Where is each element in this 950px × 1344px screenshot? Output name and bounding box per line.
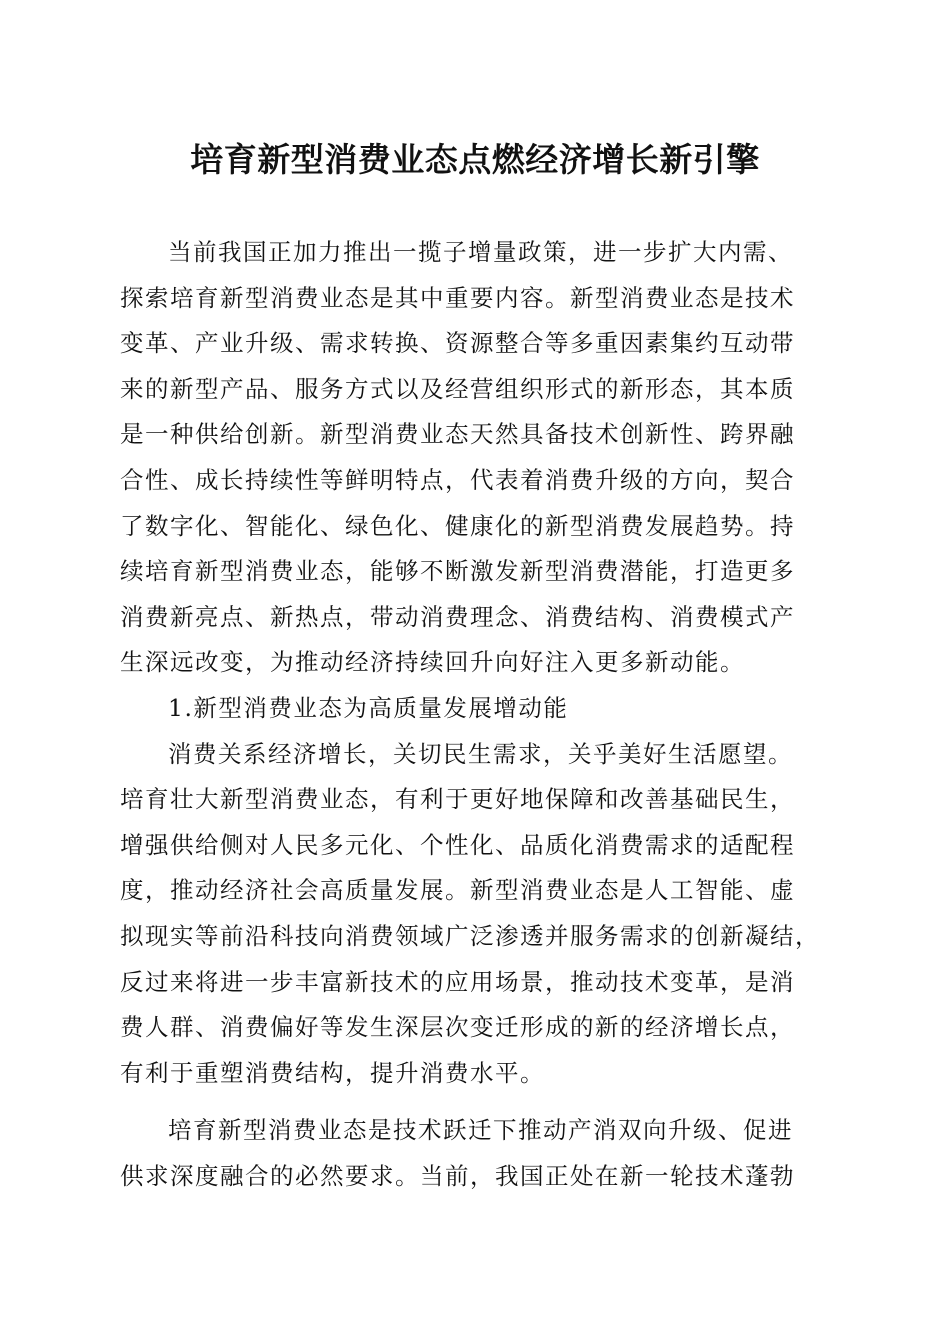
paragraph-consumption [120, 732, 830, 1097]
paragraph-line: 供求深度融合的必然要求。当前，我国正处在新一轮技术蓬勃 [120, 1161, 795, 1190]
paragraph-line: 当前我国正加力推出一揽子增量政策，进一步扩大内需、 [168, 238, 793, 266]
document-body [120, 230, 830, 1199]
paragraph-line: 来的新型产品、服务方式以及经营组织形式的新形态，其本质 [120, 374, 795, 403]
paragraph-line: 增强供给侧对人民多元化、个性化、品质化消费需求的适配程 [120, 830, 795, 859]
paragraph-line: 有利于重塑消费结构，提升消费水平。 [120, 1058, 545, 1087]
paragraph-line: 费人群、消费偏好等发生深层次变迁形成的新的经济增长点， [120, 1013, 795, 1042]
paragraph-line: 度，推动经济社会高质量发展。新型消费业态是人工智能、虚 [120, 876, 795, 905]
paragraph-line: 反过来将进一步丰富新技术的应用场景，推动技术变革，是消 [120, 967, 795, 996]
paragraph-intro [120, 230, 830, 686]
paragraph-line: 探索培育新型消费业态是其中重要内容。新型消费业态是技术 [120, 283, 795, 312]
paragraph-line: 消费新亮点、新热点，带动消费理念、消费结构、消费模式产 [120, 602, 795, 631]
paragraph-line: 消费关系经济增长，关切民生需求，关乎美好生活愿望。 [168, 739, 793, 768]
paragraph-gap [120, 1096, 830, 1108]
paragraph-line: 培育壮大新型消费业态，有利于更好地保障和改善基础民生， [120, 785, 795, 814]
paragraph-line: 续培育新型消费业态，能够不断激发新型消费潜能，打造更多 [120, 557, 795, 586]
paragraph-line: 了数字化、智能化、绿色化、健康化的新型消费发展趋势。持 [120, 511, 795, 540]
document-title: 培育新型消费业态点燃经济增长新引擎 [190, 140, 760, 179]
paragraph-line: 合性、成长持续性等鲜明特点，代表着消费升级的方向，契合 [120, 465, 795, 494]
section-heading: 1.新型消费业态为高质量发展增动能 [168, 693, 569, 722]
paragraph-line: 生深远改变，为推动经济持续回升向好注入更多新动能。 [120, 648, 745, 677]
paragraph-line: 是一种供给创新。新型消费业态天然具备技术创新性、跨界融 [120, 420, 795, 449]
paragraph-line: 培育新型消费业态是技术跃迁下推动产消双向升级、促进 [168, 1116, 793, 1145]
paragraph-line: 拟现实等前沿科技向消费领域广泛渗透并服务需求的创新凝结， [120, 921, 820, 950]
paragraph-line: 变革、产业升级、需求转换、资源整合等多重因素集约互动带 [120, 329, 795, 358]
paragraph-tech [120, 1108, 830, 1199]
